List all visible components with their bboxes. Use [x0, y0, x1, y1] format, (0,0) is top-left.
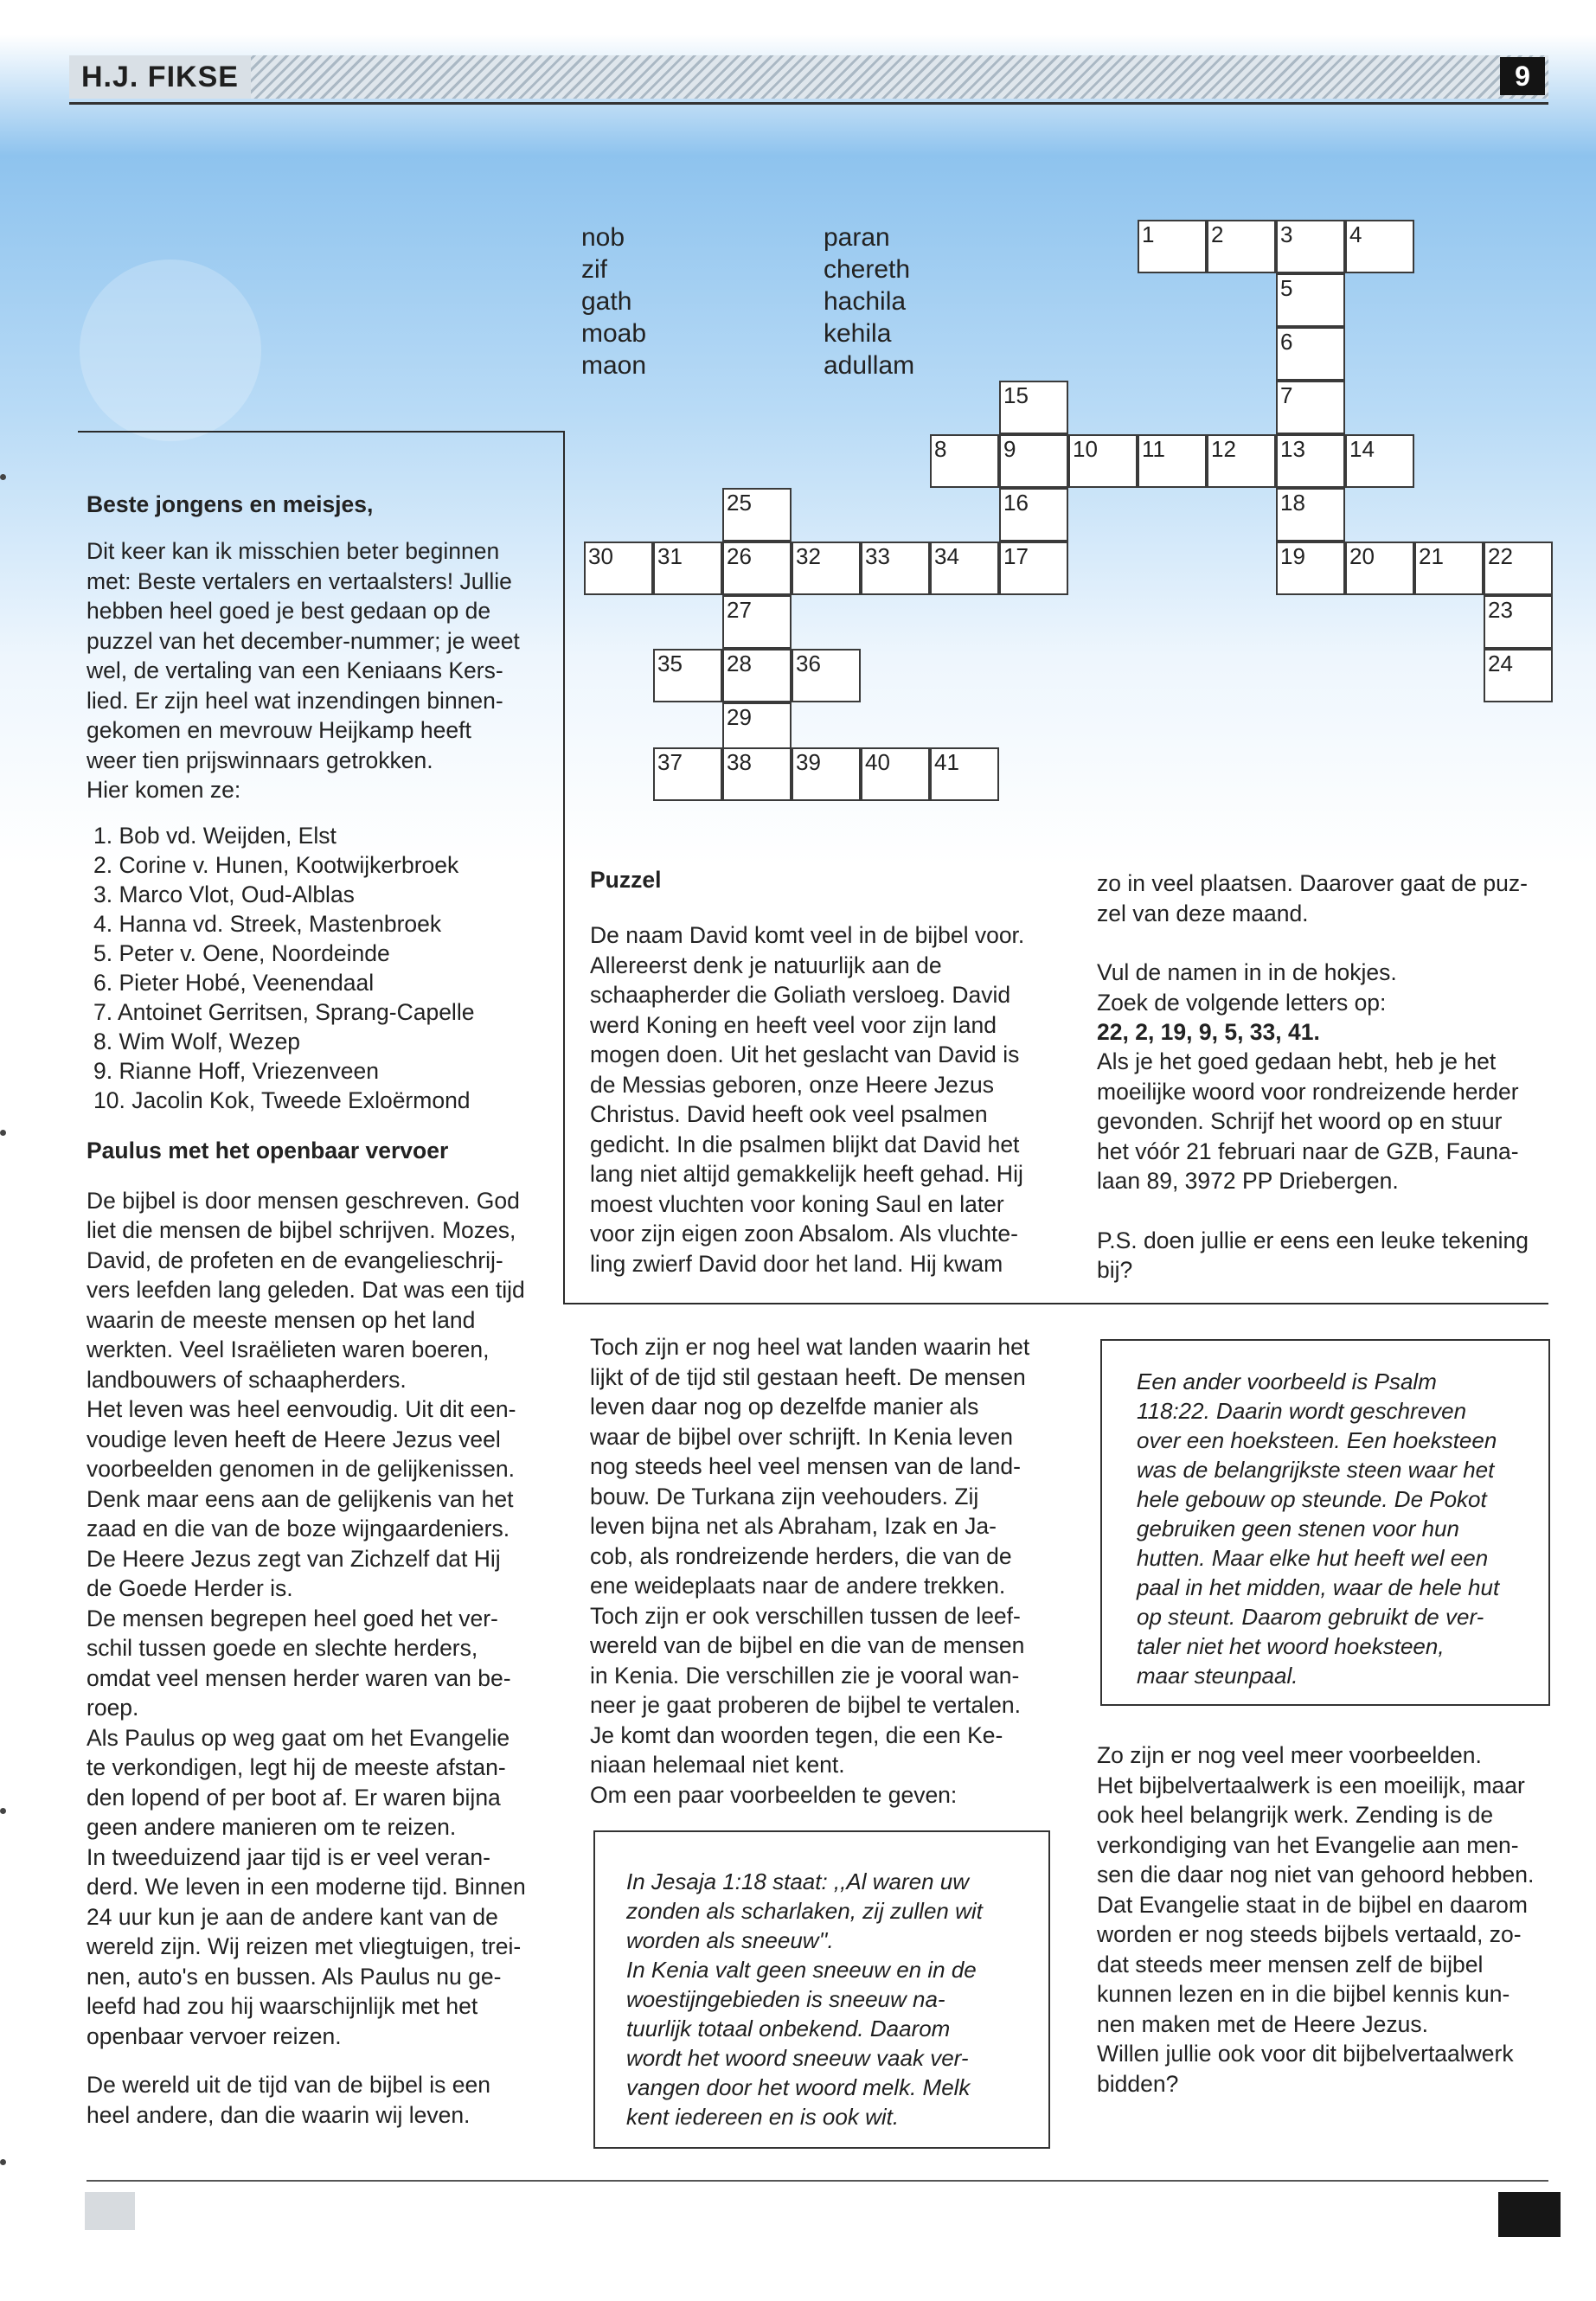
text-line: schaapherder die Goliath versloeg. David	[590, 982, 1011, 1008]
text-line: zel van deze maand.	[1097, 900, 1309, 926]
text-line: Je komt dan woorden tegen, die een Ke-	[590, 1721, 1003, 1748]
text-line: niaan helemaal niet kent.	[590, 1752, 845, 1778]
crossword-cell[interactable]: 39	[792, 747, 861, 801]
crossword-cell[interactable]: 7	[1276, 381, 1345, 434]
author-name: H.J. FIKSE	[69, 55, 251, 99]
text-line: sen die daar nog niet van gehoord hebben.	[1097, 1862, 1535, 1888]
list-item: 5. Peter v. Oene, Noordeinde	[93, 939, 390, 966]
text-line: nen maken met de Heere Jezus.	[1097, 2010, 1428, 2037]
crossword-cell[interactable]: 40	[861, 747, 930, 801]
text-line: kunnen lezen en in die bijbel kennis kun-	[1097, 1981, 1510, 2007]
text-line: op steunt. Daarom gebruikt de ver-	[1137, 1604, 1484, 1630]
crossword-cell[interactable]: 24	[1484, 649, 1553, 702]
text-line: de Goede Herder is.	[87, 1575, 293, 1601]
text-line: In tweeduizend jaar tijd is er veel veran-	[87, 1843, 490, 1870]
crossword-cell[interactable]: 32	[792, 542, 861, 595]
list-item: 7. Antoinet Gerritsen, Sprang-Capelle	[93, 998, 475, 1025]
crossword-cell[interactable]: 31	[653, 542, 722, 595]
puzzle-word: nob	[581, 223, 625, 252]
crossword-cell[interactable]: 30	[584, 542, 653, 595]
text-line: derd. We leven in een moderne tijd. Binnen	[87, 1874, 526, 1900]
text-line: hutten. Maar elke hut heeft wel een	[1137, 1545, 1489, 1571]
text-line: gevonden. Schrijf het woord op en stuur	[1097, 1108, 1503, 1134]
right-body	[1097, 1740, 1555, 2099]
text-line: puzzel van het december-nummer; je weet	[87, 627, 520, 654]
text-line: voorbeelden genomen in de gelijkenissen.	[87, 1456, 516, 1482]
text-line: roep.	[87, 1695, 139, 1721]
puzzle-word: moab	[581, 319, 647, 348]
text-line: Het leven was heel eenvoudig. Uit dit een-	[87, 1396, 516, 1422]
text-line: In Kenia valt geen sneeuw en in de	[626, 1957, 977, 1983]
crossword-cell[interactable]: 4	[1345, 220, 1414, 273]
text-line: ling zwierf David door het land. Hij kwam	[590, 1250, 1003, 1277]
crossword-cell[interactable]: 38	[722, 747, 792, 801]
text-line: wereld van de bijbel en die van de mensen	[590, 1632, 1025, 1658]
crossword-cell[interactable]: 6	[1276, 327, 1345, 381]
text-line: kent iedereen en is ook wit.	[626, 2104, 900, 2130]
text-line: De mensen begrepen heel goed het ver-	[87, 1605, 498, 1631]
text-line: Zoek de volgende letters op:	[1097, 989, 1387, 1016]
crossword-cell[interactable]: 9	[999, 434, 1068, 488]
text-line: 24 uur kun je aan de andere kant van de	[87, 1903, 498, 1930]
crossword-cell[interactable]: 3	[1276, 220, 1345, 273]
list-item: 9. Rianne Hoff, Vriezenveen	[93, 1057, 379, 1084]
text-line: ook heel belangrijk werk. Zending is de	[1097, 1802, 1494, 1828]
text-line: lijkt of de tijd stil gestaan heeft. De mensen	[590, 1363, 1026, 1390]
binding-mark	[0, 2159, 6, 2165]
text-line: Denk maar eens aan de gelijkenis van het	[87, 1485, 514, 1512]
text-line: 118:22. Daarin wordt geschreven	[1137, 1398, 1467, 1424]
puzzle-word: adullam	[824, 351, 915, 380]
frame-rule-vertical	[563, 431, 565, 1304]
text-line: Het bijbelvertaalwerk is een moeilijk, maar	[1097, 1772, 1525, 1798]
text-line: over een hoeksteen. Een hoeksteen	[1137, 1427, 1497, 1453]
text-line: heel andere, dan die waarin wij leven.	[87, 2101, 471, 2128]
crossword-cell[interactable]: 27	[722, 595, 792, 649]
footer-grey-tab	[85, 2192, 135, 2230]
text-line: De Heere Jezus zegt van Zichzelf dat Hij	[87, 1545, 501, 1572]
crossword-cell[interactable]: 13	[1276, 434, 1345, 488]
crossword-cell[interactable]: 36	[792, 649, 861, 702]
list-item: 10. Jacolin Kok, Tweede Exloërmond	[93, 1086, 471, 1113]
crossword-cell[interactable]: 28	[722, 649, 792, 702]
text-line: landbouwers of schaapherders.	[87, 1366, 407, 1393]
text-line: De wereld uit de tijd van de bijbel is een	[87, 2072, 490, 2098]
text-line: gedicht. In die psalmen blijkt dat David het	[590, 1131, 1020, 1157]
puzzle-word: zif	[581, 255, 607, 284]
text-line: Zo zijn er nog veel meer voorbeelden.	[1097, 1742, 1482, 1768]
list-item: 2. Corine v. Hunen, Kootwijkerbroek	[93, 851, 459, 878]
frame-rule-bottom	[563, 1303, 1548, 1304]
crossword-cell[interactable]: 41	[930, 747, 999, 801]
text-line: zaad en die van de boze wijngaardeniers.	[87, 1516, 510, 1541]
crossword-cell[interactable]: 22	[1484, 542, 1553, 595]
footer-black-tab	[1498, 2192, 1561, 2237]
text-line: hebben heel goed je best gedaan op de	[87, 598, 491, 624]
text-line: Toch zijn er nog heel wat landen waarin het	[590, 1334, 1030, 1360]
crossword-cell[interactable]: 15	[999, 381, 1068, 434]
text-line: neer je gaat proberen de bijbel te vertalen.	[590, 1692, 1021, 1718]
text-line: Als Paulus op weg gaat om het Evangelie	[87, 1724, 510, 1751]
text-line: dat steeds meer mensen zelf de bijbel	[1097, 1951, 1484, 1977]
quote-box-jesaja	[593, 1830, 1050, 2149]
crossword-cell[interactable]: 11	[1138, 434, 1207, 488]
text-line: de Messias geboren, onze Heere Jezus	[590, 1071, 994, 1098]
text-line: Vul de namen in in de hokjes.	[1097, 959, 1397, 985]
text-line: vangen door het woord melk. Melk	[626, 2074, 971, 2100]
text-line: maar steunpaal.	[1137, 1663, 1298, 1689]
article-heading: Paulus met het openbaar vervoer	[87, 1137, 449, 1163]
puzzle-word: maon	[581, 351, 647, 380]
text-line: De bijbel is door mensen geschreven. God	[87, 1187, 520, 1214]
text-line: wereld zijn. Wij reizen met vliegtuigen, trei-	[87, 1933, 522, 1959]
text-line: werkten. Veel Israëlieten waren boeren,	[87, 1336, 490, 1362]
crossword-cell[interactable]: 21	[1414, 542, 1484, 595]
text-line: met: Beste vertalers en vertaalsters! Jullie	[87, 567, 512, 594]
text-line: schil tussen goede en slechte herders,	[87, 1635, 478, 1661]
text-line: was de belangrijkste steen waar het	[1137, 1457, 1495, 1483]
text-line: wordt het woord sneeuw vaak ver-	[626, 2045, 969, 2071]
text-line: te verkondigen, legt hij de meeste afstan-	[87, 1754, 506, 1780]
crossword-cell[interactable]: 26	[722, 542, 792, 595]
text-line: gekomen en mevrouw Heijkamp heeft	[87, 717, 471, 743]
article-body-end	[87, 2070, 536, 2130]
text-line: cob, als rondreizende herders, die van de	[590, 1542, 1012, 1569]
text-line: zo in veel plaatsen. Daarover gaat de puz-	[1097, 870, 1528, 896]
text-line: voudige leven heeft de Heere Jezus veel	[87, 1426, 501, 1452]
frame-rule-top-left	[78, 431, 565, 433]
binding-mark	[0, 1130, 6, 1136]
binding-mark	[0, 474, 6, 480]
crossword-cell[interactable]: 17	[999, 542, 1068, 595]
puzzle-instructions	[1097, 868, 1555, 1285]
text-line: verkondiging van het Evangelie aan men-	[1097, 1831, 1519, 1858]
puzzle-word: paran	[824, 223, 890, 252]
text-line: Willen jullie ook voor dit bijbelvertaalwerk	[1097, 2041, 1514, 2067]
text-line: gebruiken geen stenen voor hun	[1137, 1516, 1459, 1541]
footer-rule	[87, 2180, 1548, 2182]
crossword-cell[interactable]: 2	[1207, 220, 1276, 273]
winners-list	[87, 821, 536, 1115]
text-line: leven bijna net als Abraham, Izak en Ja-	[590, 1513, 997, 1539]
text-line: ene weideplaats naar de andere trekken.	[590, 1573, 1006, 1599]
text-line: lied. Er zijn heel wat inzendingen binnen-	[87, 687, 503, 714]
crossword-cell[interactable]: 34	[930, 542, 999, 595]
article-body	[87, 1186, 536, 2052]
text-line: bouw. De Turkana zijn veehouders. Zij	[590, 1483, 979, 1509]
puzzle-intro	[590, 865, 1048, 1279]
crossword-cell[interactable]: 10	[1068, 434, 1138, 488]
text-line: het vóór 21 februari naar de GZB, Fauna-	[1097, 1138, 1519, 1164]
binding-mark	[0, 1808, 6, 1814]
crossword-cell[interactable]: 5	[1276, 273, 1345, 327]
crossword-cell[interactable]: 37	[653, 747, 722, 801]
text-line: leefd had zou hij waarschijnlijk met het	[87, 1993, 478, 2019]
crossword-cell[interactable]: 14	[1345, 434, 1414, 488]
text-line: weer tien prijswinnaars getrokken.	[87, 747, 433, 773]
text-line: Toch zijn er ook verschillen tussen de leef-	[590, 1602, 1021, 1629]
text-line: Allereerst denk je natuurlijk aan de	[590, 952, 942, 978]
crossword-cell[interactable]: 35	[653, 649, 722, 702]
text-line: openbaar vervoer reizen.	[87, 2022, 342, 2049]
text-line: waar de bijbel over schrijft. In Kenia leven	[590, 1423, 1014, 1450]
text-line: omdat veel mensen herder waren van be-	[87, 1664, 511, 1691]
text-line: Dit keer kan ik misschien beter beginnen	[87, 538, 500, 564]
text-line: nog steeds heel veel mensen van de land-	[590, 1453, 1021, 1479]
crossword-cell[interactable]: 12	[1207, 434, 1276, 488]
quote-box-psalm	[1100, 1339, 1550, 1706]
puzzle-word: hachila	[824, 287, 907, 316]
text-line: Dat Evangelie staat in de bijbel en daarom	[1097, 1891, 1528, 1918]
text-line: Om een paar voorbeelden te geven:	[590, 1781, 958, 1808]
letter-section	[87, 490, 536, 2130]
text-line: hele gebouw op steunde. De Pokot	[1137, 1486, 1487, 1512]
text-line: worden er nog steeds bijbels vertaald, zo-	[1097, 1921, 1522, 1947]
crossword-cell[interactable]: 20	[1345, 542, 1414, 595]
puzzle-letters: 22, 2, 19, 9, 5, 33, 41.	[1097, 1019, 1320, 1045]
text-line: moeilijke woord voor rondreizende herder	[1097, 1078, 1519, 1105]
text-line: Hier komen ze:	[87, 777, 241, 803]
crossword-cell[interactable]: 1	[1138, 220, 1207, 273]
list-item: 3. Marco Vlot, Oud-Alblas	[93, 881, 355, 907]
text-line: geen andere manieren om te reizen.	[87, 1814, 457, 1840]
text-line: mogen doen. Uit het geslacht van David is	[590, 1042, 1020, 1067]
text-line: in Kenia. Die verschillen zie je vooral wan-	[590, 1662, 1020, 1689]
text-line: Christus. David heeft ook veel psalmen	[590, 1101, 988, 1127]
text-line: De naam David komt veel in de bijbel voor.	[590, 922, 1025, 948]
text-line: vers leefden lang geleden. Dat was een tijd	[87, 1277, 525, 1303]
puzzle-title: Puzzel	[590, 867, 662, 893]
list-item: 6. Pieter Hobé, Veenendaal	[93, 969, 375, 996]
page-number: 9	[1500, 57, 1545, 95]
list-item: 8. Wim Wolf, Wezep	[93, 1028, 301, 1054]
text-line: zonden als scharlaken, zij zullen wit	[626, 1898, 983, 1924]
text-line: waarin de meeste mensen op het land	[87, 1306, 476, 1333]
puzzle-word: kehila	[824, 319, 892, 348]
text-line: den lopend of per boot af. Er waren bijna	[87, 1784, 501, 1811]
text-line: tuurlijk totaal onbekend. Daarom	[626, 2016, 951, 2041]
crossword-cell[interactable]: 29	[722, 702, 792, 756]
text-line: David, de profeten en de evangelieschrij-	[87, 1247, 503, 1273]
intro-paragraph	[87, 536, 536, 805]
text-line: P.S. doen jullie er eens een leuke tekening	[1097, 1227, 1529, 1253]
text-line: lang niet altijd gemakkelijk heeft gehad. Hij	[590, 1161, 1023, 1187]
text-line: moest vluchten voor koning Saul en later	[590, 1190, 1004, 1217]
text-line: Een ander voorbeeld is Psalm	[1137, 1368, 1437, 1394]
crossword-cell[interactable]: 23	[1484, 595, 1553, 649]
text-line: bij?	[1097, 1257, 1133, 1283]
text-line: taler niet het woord hoeksteen,	[1137, 1633, 1445, 1659]
text-line: leven daar nog op dezelfde manier als	[590, 1394, 979, 1420]
greeting-heading: Beste jongens en meisjes,	[87, 491, 374, 517]
crossword-cell[interactable]: 19	[1276, 542, 1345, 595]
crossword-cell[interactable]: 33	[861, 542, 930, 595]
text-line: woestijngebieden is sneeuw na-	[626, 1986, 945, 2012]
text-line: liet die mensen de bijbel schrijven. Mozes,	[87, 1217, 516, 1243]
middle-body	[590, 1332, 1048, 1810]
text-line: werd Koning en heeft veel voor zijn land	[590, 1011, 997, 1038]
text-line: laan 89, 3972 PP Driebergen.	[1097, 1168, 1399, 1194]
list-item: 1. Bob vd. Weijden, Elst	[93, 822, 337, 849]
crossword-cell[interactable]: 25	[722, 488, 792, 542]
crossword-cell[interactable]: 16	[999, 488, 1068, 542]
text-line: nen, auto's en bussen. Als Paulus nu ge-	[87, 1963, 502, 1990]
puzzle-word: gath	[581, 287, 632, 316]
text-line: voor zijn eigen zoon Absalom. Als vluchte-	[590, 1221, 1018, 1247]
text-line: Als je het goed gedaan hebt, heb je het	[1097, 1048, 1497, 1074]
text-line: paal in het midden, waar de hele hut	[1137, 1574, 1500, 1600]
list-item: 4. Hanna vd. Streek, Mastenbroek	[93, 910, 442, 937]
text-line: wel, de vertaling van een Keniaans Kers-	[87, 657, 503, 683]
text-line: In Jesaja 1:18 staat: ,,Al waren uw	[626, 1868, 969, 1894]
crossword-cell[interactable]: 8	[930, 434, 999, 488]
text-line: worden als sneeuw''.	[626, 1927, 834, 1953]
text-line: bidden?	[1097, 2070, 1179, 2097]
puzzle-word: chereth	[824, 255, 911, 284]
crossword-cell[interactable]: 18	[1276, 488, 1345, 542]
